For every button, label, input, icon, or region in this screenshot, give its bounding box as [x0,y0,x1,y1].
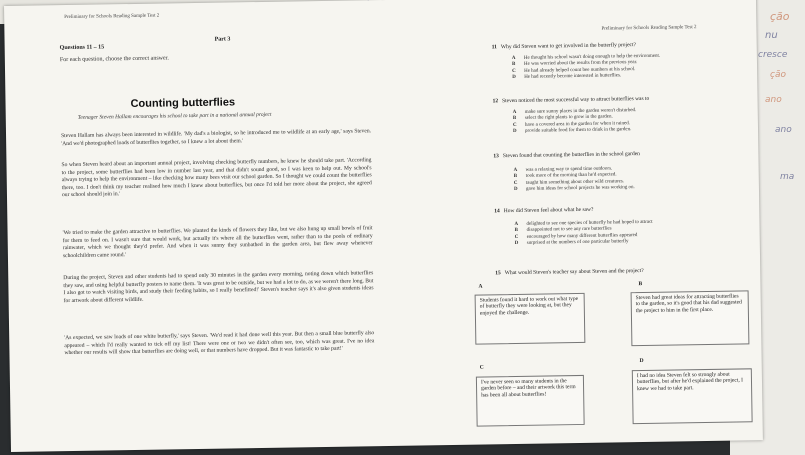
q15-option-box-d[interactable]: I had no idea Steven felt so strongly about butterflies, but after he'd explained the project, I knew we had to take part. [632,368,753,424]
option-letter: D [514,240,519,246]
option-letter: B [513,174,518,180]
option-text: took more of the morning than he'd expected. [525,172,617,180]
option-text: delighted to see one species of butterfly he had hoped to attract [526,219,653,227]
question-12-options [513,108,637,135]
option-text: disappointed not to see any rare butterflies [526,226,612,234]
questions-range: Questions 11 – 15 [59,44,105,52]
box-letter-d: D [639,357,644,365]
option-text: taught him something about other wild creatures. [525,178,625,186]
option[interactable] [513,127,637,135]
option-letter: A [512,109,517,116]
q15-option-box-c[interactable]: I've never seen so many students in the garden before – and their artwork this term has been all about butterflies! [476,375,585,427]
option-letter: C [514,234,519,240]
worksheet-page [4,0,763,452]
article-paragraph: Steven Hallam has always been interested in wildlife. 'My dad's a biologist, so he introduced me to wildlife at an early age,' says Steven. 'And we'd photographed loads of butterflies together, so I knew a lot about them.' [61,128,372,147]
option-text: was a relaxing way to spend time outdoors. [525,166,613,173]
handwriting-side-3: cresce [758,50,788,60]
option[interactable] [515,239,653,247]
question-12 [493,96,650,104]
option-letter: A [511,55,516,62]
option-text: surprised at the numbers of one particular butterfly [526,239,629,246]
handwriting-side-1: ção [770,10,790,23]
option[interactable] [514,185,635,193]
question-14 [494,207,593,215]
q15-option-box-b[interactable]: Steven had great ideas for attracting butterflies to the garden, so it's good that his dad suggested the project to him in the first place. [631,290,750,346]
box-letter-a: A [478,283,483,290]
box-letter-b: B [638,281,643,288]
option-letter: A [513,167,518,174]
right-header: Preliminary for Schools Reading Sample Test 2 [601,25,697,32]
option-letter: A [514,221,519,228]
handwriting-side-5: ano [765,95,782,105]
option-text: make sure sunny places in the garden weren't disturbed. [524,108,637,115]
question-11 [492,42,636,50]
right-column [386,0,763,446]
handwriting-side-6: ano [775,125,792,135]
option-text: provide suitable food for them to drink in the garden. [524,127,632,134]
handwriting-side-7: ma [780,172,795,182]
question-text: Steven noticed the most successful way to attract butterflies was to [502,95,650,105]
option[interactable] [512,73,660,82]
option-letter: B [512,116,517,122]
question-number: 12 [492,98,499,105]
option-text: He had already helped count bee numbers at his school. [524,66,636,74]
article-subtitle: Teenager Steven Hallam encourages his school to take part in a national annual project [77,111,272,121]
option-letter: D [512,128,517,134]
option-letter: D [513,186,518,192]
question-text: How did Steven feel about what he saw? [503,206,594,215]
article-paragraph: During the project, Steven and other students had to spend only 30 minutes in the garden every morning, noting down which butterflies they saw, and using helpful butterfly posters to name them. 'It was great to be outside, but we had a lot to do, as we weren't there long. But I also got to watch visiting birds, and study their feeding habits, so I really benefitted!' Steven's teacher says it's also given students ideas for artwork about different wildlife. [63,270,374,304]
left-header: Preliminary for Schools Reading Sample Test 2 [64,13,160,21]
question-13-options [514,166,635,193]
article-paragraph: So when Steven heard about an important annual project, involving checking butterfly numbers, he knew he should take part. 'According to the project, some butterflies had been low in number last year, and that didn't sound good, so I was keen to help out. My school's always trying to help the environment – like checking how many bees visit our school garden. So I thought we could count the butterflies there, too. I don't think my teacher realised how much I knew about butterflies, but once I'd told her more about the project, she agreed our school should join in.' [61,157,372,199]
option-letter: C [512,122,517,128]
option-letter: B [511,62,516,68]
option-text: He thought his school wasn't doing enough to help the environment. [523,53,661,61]
question-15 [495,268,643,276]
question-text: Why did Steven want to get involved in the butterfly project? [500,42,636,51]
option-text: encouraged by how many different butterflies appeared [526,232,638,240]
question-text: Steven found that counting the butterflies in the school garden [502,151,640,160]
article-paragraph: 'We tried to make the garden attractive to butterflies. We planted the kinds of flowers they like, but we also hung up small bowls of fruit for them to feed on. I wasn't sure that would work, but actually it's where all the butterflies went, rather than to the pools of ordinary rainwater, which we thought they'd prefer. And when it was sunny they sunbathed in the garden area, but flew away whenever schoolchildren came round.' [62,225,373,259]
option-letter: B [514,228,518,234]
handwriting-side-2: nu [765,30,778,41]
instruction: For each question, choose the correct answer. [59,55,169,64]
option-text: He was worried about the results from the previous year. [523,60,638,68]
option-text: gave him ideas for school projects he was working on. [525,185,635,192]
q15-option-box-a[interactable]: Students found it hard to work out what type of butterfly they were looking at, but they enjoyed the challenge. [475,293,586,345]
article-paragraph: 'As expected, we saw loads of one white butterfly,' says Steven. 'We'd read it had done well this year. But then a small blue butterfly also appeared – which I'd really wanted to tick off my list! There were one or two we didn't often see, too, which was great. I've no idea whether our results will show that butterflies are doing well, or that numbers have dropped. But it was fantastic to take part!' [64,330,375,357]
part-label: Part 3 [214,36,231,43]
handwriting-side-4: ção [770,70,786,80]
question-11-options [512,54,661,82]
article-title: Counting butterflies [130,96,236,111]
option-text: select the right plants to grow in the garden. [524,114,613,122]
box-letter-c: C [479,364,484,371]
left-column [4,0,393,452]
question-number: 15 [495,270,501,277]
question-number: 14 [494,208,500,215]
question-text: What would Steven's teacher say about Steven and the project? [504,267,644,277]
question-number: 11 [491,44,497,51]
question-number: 13 [493,153,499,160]
option-letter: C [512,68,516,74]
question-13 [493,151,640,159]
option-letter: D [512,74,516,80]
option-text: have a covered area in the garden for when it rained. [524,120,631,128]
option-text: He had recently become interested in butterflies. [524,73,622,80]
question-14-options [514,220,653,247]
option-letter: C [513,180,518,186]
